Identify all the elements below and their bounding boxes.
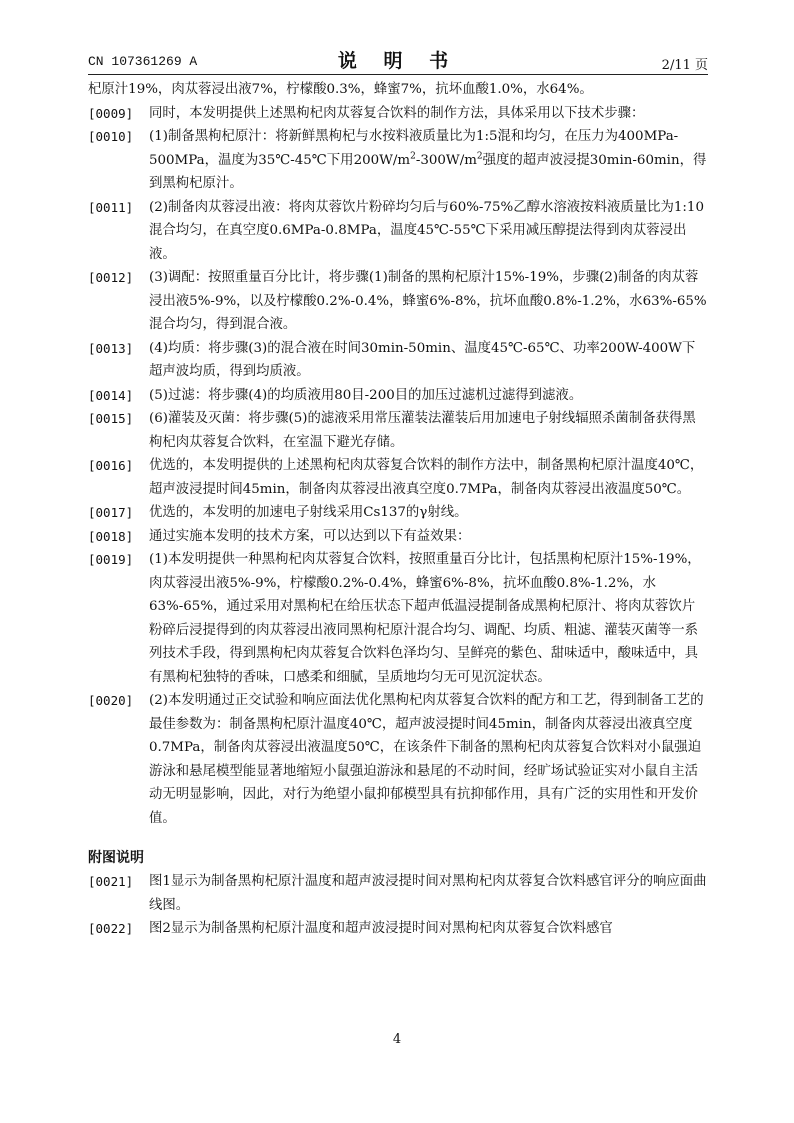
paragraph-0019 [88, 548, 708, 689]
document-body [88, 78, 708, 941]
paragraph-text: 通过实施本发明的技术方案，可以达到以下有益效果： [149, 528, 471, 544]
paragraph-0016 [88, 454, 708, 501]
paragraph-number: [0018] [88, 528, 134, 544]
patent-number: CN 107361269 A [88, 54, 198, 69]
paragraph-number: [0012] [88, 270, 134, 285]
page-header [88, 44, 708, 74]
paragraph-0017 [88, 501, 708, 525]
header-divider [88, 74, 708, 75]
paragraph-0009 [88, 102, 708, 126]
paragraph-0011 [88, 196, 708, 267]
paragraph-0022 [88, 917, 708, 941]
paragraph-0020 [88, 689, 708, 830]
paragraph-text: 优选的，本发明的加速电子射线采用Cs137的γ射线。 [149, 505, 468, 520]
paragraph-0013 [88, 337, 708, 384]
document-title: 说 明 书 [337, 50, 459, 72]
paragraph-number: [0013] [88, 340, 134, 356]
paragraph-text: 优选的，本发明提供的上述黑枸杞肉苁蓉复合饮料的制作方法中，制备黑枸杞原汁温度40℃，超声波浸提时间45min，制备肉苁蓉浸出液真空度0.7MPa，制备肉苁蓉浸出液温度50℃。 [149, 458, 704, 497]
paragraph-text: (6)灌装及灭菌：将步骤(5)的滤液采用常压灌装法灌装后用加速电子射线辐照杀菌制备获得黑枸杞肉苁蓉复合饮料，在室温下避光存储。 [149, 411, 696, 450]
paragraph-number: [0010] [88, 129, 134, 144]
paragraph-text: (2)本发明通过正交试验和响应面法优化黑枸杞肉苁蓉复合饮料的配方和工艺，得到制备工艺的最佳参数为：制备黑枸杞原汁温度40℃，超声波浸提时间45min，制备肉苁蓉浸出液真空度0.7MPa，制备肉苁蓉浸出液温度50℃，在该条件下制备的黑枸杞肉苁蓉复合饮料对小鼠强迫游泳和悬尾模型能显著地缩短小鼠强迫游泳和悬尾的不动时间，经旷场试验证实对小鼠自主活动无明显影响，因此，对行为绝望小鼠抑郁模型具有抗抑郁作用，具有广泛的实用性和开发价值。 [149, 693, 704, 826]
section-heading: 附图说明 [88, 850, 144, 866]
paragraph-text: (2)制备肉苁蓉浸出液：将肉苁蓉饮片粉碎均匀后与60%-75%乙醇水溶液按料液质量比为1:10混合均匀，在真空度0.6MPa-0.8MPa，温度45℃-55℃下采用减压醇提法得到肉苁蓉浸出液。 [149, 199, 704, 262]
paragraph-text: (5)过滤：将步骤(4)的均质液用80目-200目的加压过滤机过滤得到滤液。 [149, 387, 583, 403]
page-indicator: 2/11 页 [661, 58, 708, 73]
paragraph-0010 [88, 125, 708, 196]
paragraph-text: (1)本发明提供一种黑枸杞肉苁蓉复合饮料，按照重量百分比计，包括黑枸杞原汁15%-19%，肉苁蓉浸出液5%-9%，柠檬酸0.2%-0.4%，蜂蜜6%-8%，抗坏血酸0.8%-1.2%，水63%-65%，通过采用对黑枸杞在给压状态下超声低温浸提制备成黑枸杞原汁、将肉苁蓉饮片粉碎后浸提得到的肉苁蓉浸出液同黑枸杞原汁混合均匀、调配、均质、粗滤、灌装灭菌等一系列技术手段，得到黑枸杞肉苁蓉复合饮料色泽均匀、呈鲜亮的紫色、甜味适中，酸味适中，具有黑枸杞独特的香味，口感柔和细腻，呈质地均匀无可见沉淀状态。 [149, 552, 701, 685]
paragraph-number: [0017] [88, 505, 134, 520]
page-number: 4 [392, 1032, 402, 1047]
paragraph-text: (3)调配：按照重量百分比计，将步骤(1)制备的黑枸杞原汁15%-19%，步骤(2)制备的肉苁蓉浸出液5%-9%，以及柠檬酸0.2%-0.4%，蜂蜜6%-8%，抗坏血酸0.8%-1.2%，水63%-65%混合均匀，得到混合液。 [149, 270, 707, 332]
paragraph-number: [0011] [88, 199, 134, 215]
paragraph-text: (1)制备黑枸杞原汁：将新鲜黑枸杞与水按料液质量比为1:5混和均匀，在压力为400MPa-500MPa，温度为35℃-45℃下用$200W/m^2-300W/m^2$强度的超声波浸提30min-60min，得到黑枸杞原汁。 [149, 129, 707, 191]
paragraph-text: (4)均质：将步骤(3)的混合液在时间30min-50min、温度45℃-65℃、功率200W-400W下超声波均质，得到均质液。 [149, 340, 696, 379]
paragraph-number: [0019] [88, 552, 134, 567]
paragraph-number: [0022] [88, 921, 134, 936]
paragraph-number: [0021] [88, 874, 134, 889]
paragraph-number: [0020] [88, 693, 134, 708]
paragraph-text: 图2显示为制备黑枸杞原汁温度和超声波浸提时间对黑枸杞肉苁蓉复合饮料感官 [149, 921, 613, 936]
paragraph-0018 [88, 525, 708, 549]
paragraph-0021 [88, 870, 708, 917]
paragraph-text: 同时，本发明提供上述黑枸杞肉苁蓉复合饮料的制作方法，具体采用以下技术步骤： [149, 105, 645, 121]
paragraph-0012 [88, 266, 708, 337]
paragraph-number: [0014] [88, 387, 134, 403]
paragraph-number: [0016] [88, 458, 134, 473]
paragraph-number: [0009] [88, 105, 134, 121]
continuation-text: 杞原汁19%，肉苁蓉浸出液7%，柠檬酸0.3%，蜂蜜7%，抗坏血酸1.0%，水64%。 [88, 82, 593, 97]
paragraph-0014 [88, 384, 708, 408]
paragraph-0015 [88, 407, 708, 454]
paragraph-number: [0015] [88, 411, 134, 426]
paragraph-text: 图1显示为制备黑枸杞原汁温度和超声波浸提时间对黑枸杞肉苁蓉复合饮料感官评分的响应面曲线图。 [149, 874, 707, 913]
